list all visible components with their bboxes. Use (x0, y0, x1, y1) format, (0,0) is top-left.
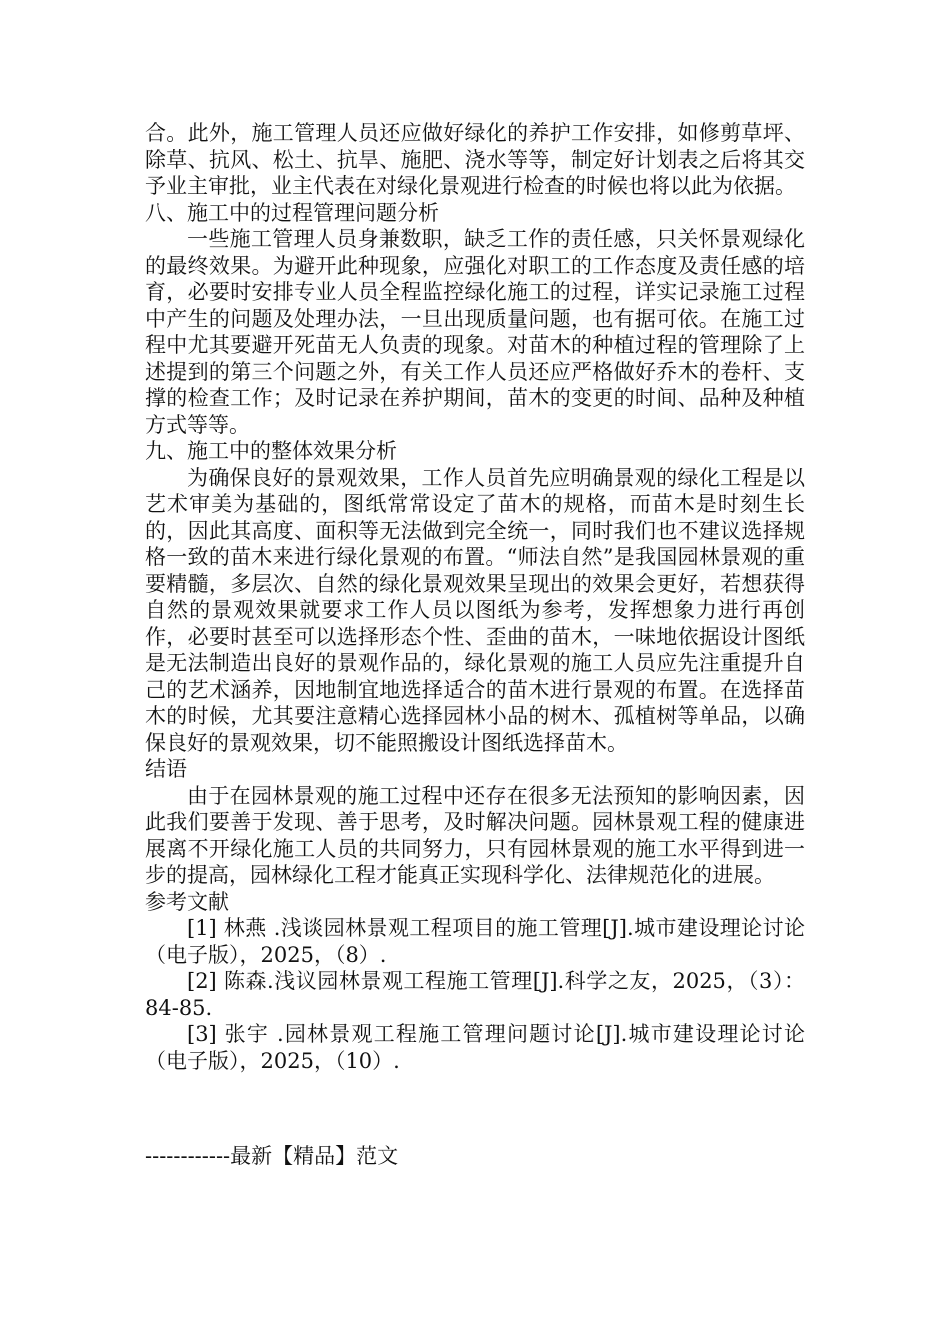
body-paragraph: 一些施工管理人员身兼数职，缺乏工作的责任感，只关怀景观绿化的最终效果。为避开此种现象，应强化对职工的工作态度及责任感的培育，必要时安排专业人员全程监控绿化施工的过程，详实记录施工过程中产生的问题及处理办法，一旦出现质量问题，也有据可依。在施工过程中尤其要避开死苗无人负责的现象。对苗木的种植过程的管理除了上述提到的第三个问题之外，有关工作人员还应严格做好乔木的卷杆、支撑的检查工作；及时记录在养护期间，苗木的变更的时间、品种及种植方式等等。 (145, 227, 805, 437)
reference-item: [1] 林燕 .浅谈园林景观工程项目的施工管理[J].城市建设理论讨论（电子版），2025，（8）. (145, 916, 805, 967)
page-footer: ------------最新【精品】范文 (145, 1144, 399, 1168)
section-heading: 九、施工中的整体效果分析 (145, 439, 397, 463)
body-paragraph: 由于在园林景观的施工过程中还存在很多无法预知的影响因素，因此我们要善于发现、善于思考，及时解决问题。园林景观工程的健康进展离不开绿化施工人员的共同努力，只有园林景观的施工水平得到进一步的提高，园林绿化工程才能真正实现科学化、法律规范化的进展。 (145, 783, 805, 887)
section-heading: 结语 (145, 757, 187, 781)
body-paragraph: 合。此外，施工管理人员还应做好绿化的养护工作安排，如修剪草坪、除草、抗风、松土、抗旱、施肥、浇水等等，制定好计划表之后将其交予业主审批，业主代表在对绿化景观进行检查的时候也将以此为依据。 (145, 121, 805, 198)
references-heading: 参考文献 (145, 889, 229, 914)
reference-item: [3] 张宇 .园林景观工程施工管理问题讨论[J].城市建设理论讨论（电子版），2025，（10）. (145, 1022, 805, 1073)
body-paragraph: 为确保良好的景观效果，工作人员首先应明确景观的绿化工程是以艺术审美为基础的，图纸常常设定了苗木的规格，而苗木是时刻生长的，因此其高度、面积等无法做到完全统一，同时我们也不建议选择规格一致的苗木来进行绿化景观的布置。“师法自然”是我国园林景观的重要精髓，多层次、自然的绿化景观效果呈现出的效果会更好，若想获得自然的景观效果就要求工作人员以图纸为参考，发挥想象力进行再创作，必要时甚至可以选择形态个性、歪曲的苗木，一味地依据设计图纸是无法制造出良好的景观作品的，绿化景观的施工人员应先注重提升自己的艺术涵养，因地制宜地选择适合的苗木进行景观的布置。在选择苗木的时候，尤其要注意精心选择园林小品的树木、孤植树等单品，以确保良好的景观效果，切不能照搬设计图纸选择苗木。 (145, 465, 805, 755)
document-body (145, 120, 805, 1074)
section-heading: 八、施工中的过程管理问题分析 (145, 200, 439, 225)
reference-item: [2] 陈森.浅议园林景观工程施工管理[J].科学之友，2025，（3）：84-85. (145, 969, 805, 1020)
